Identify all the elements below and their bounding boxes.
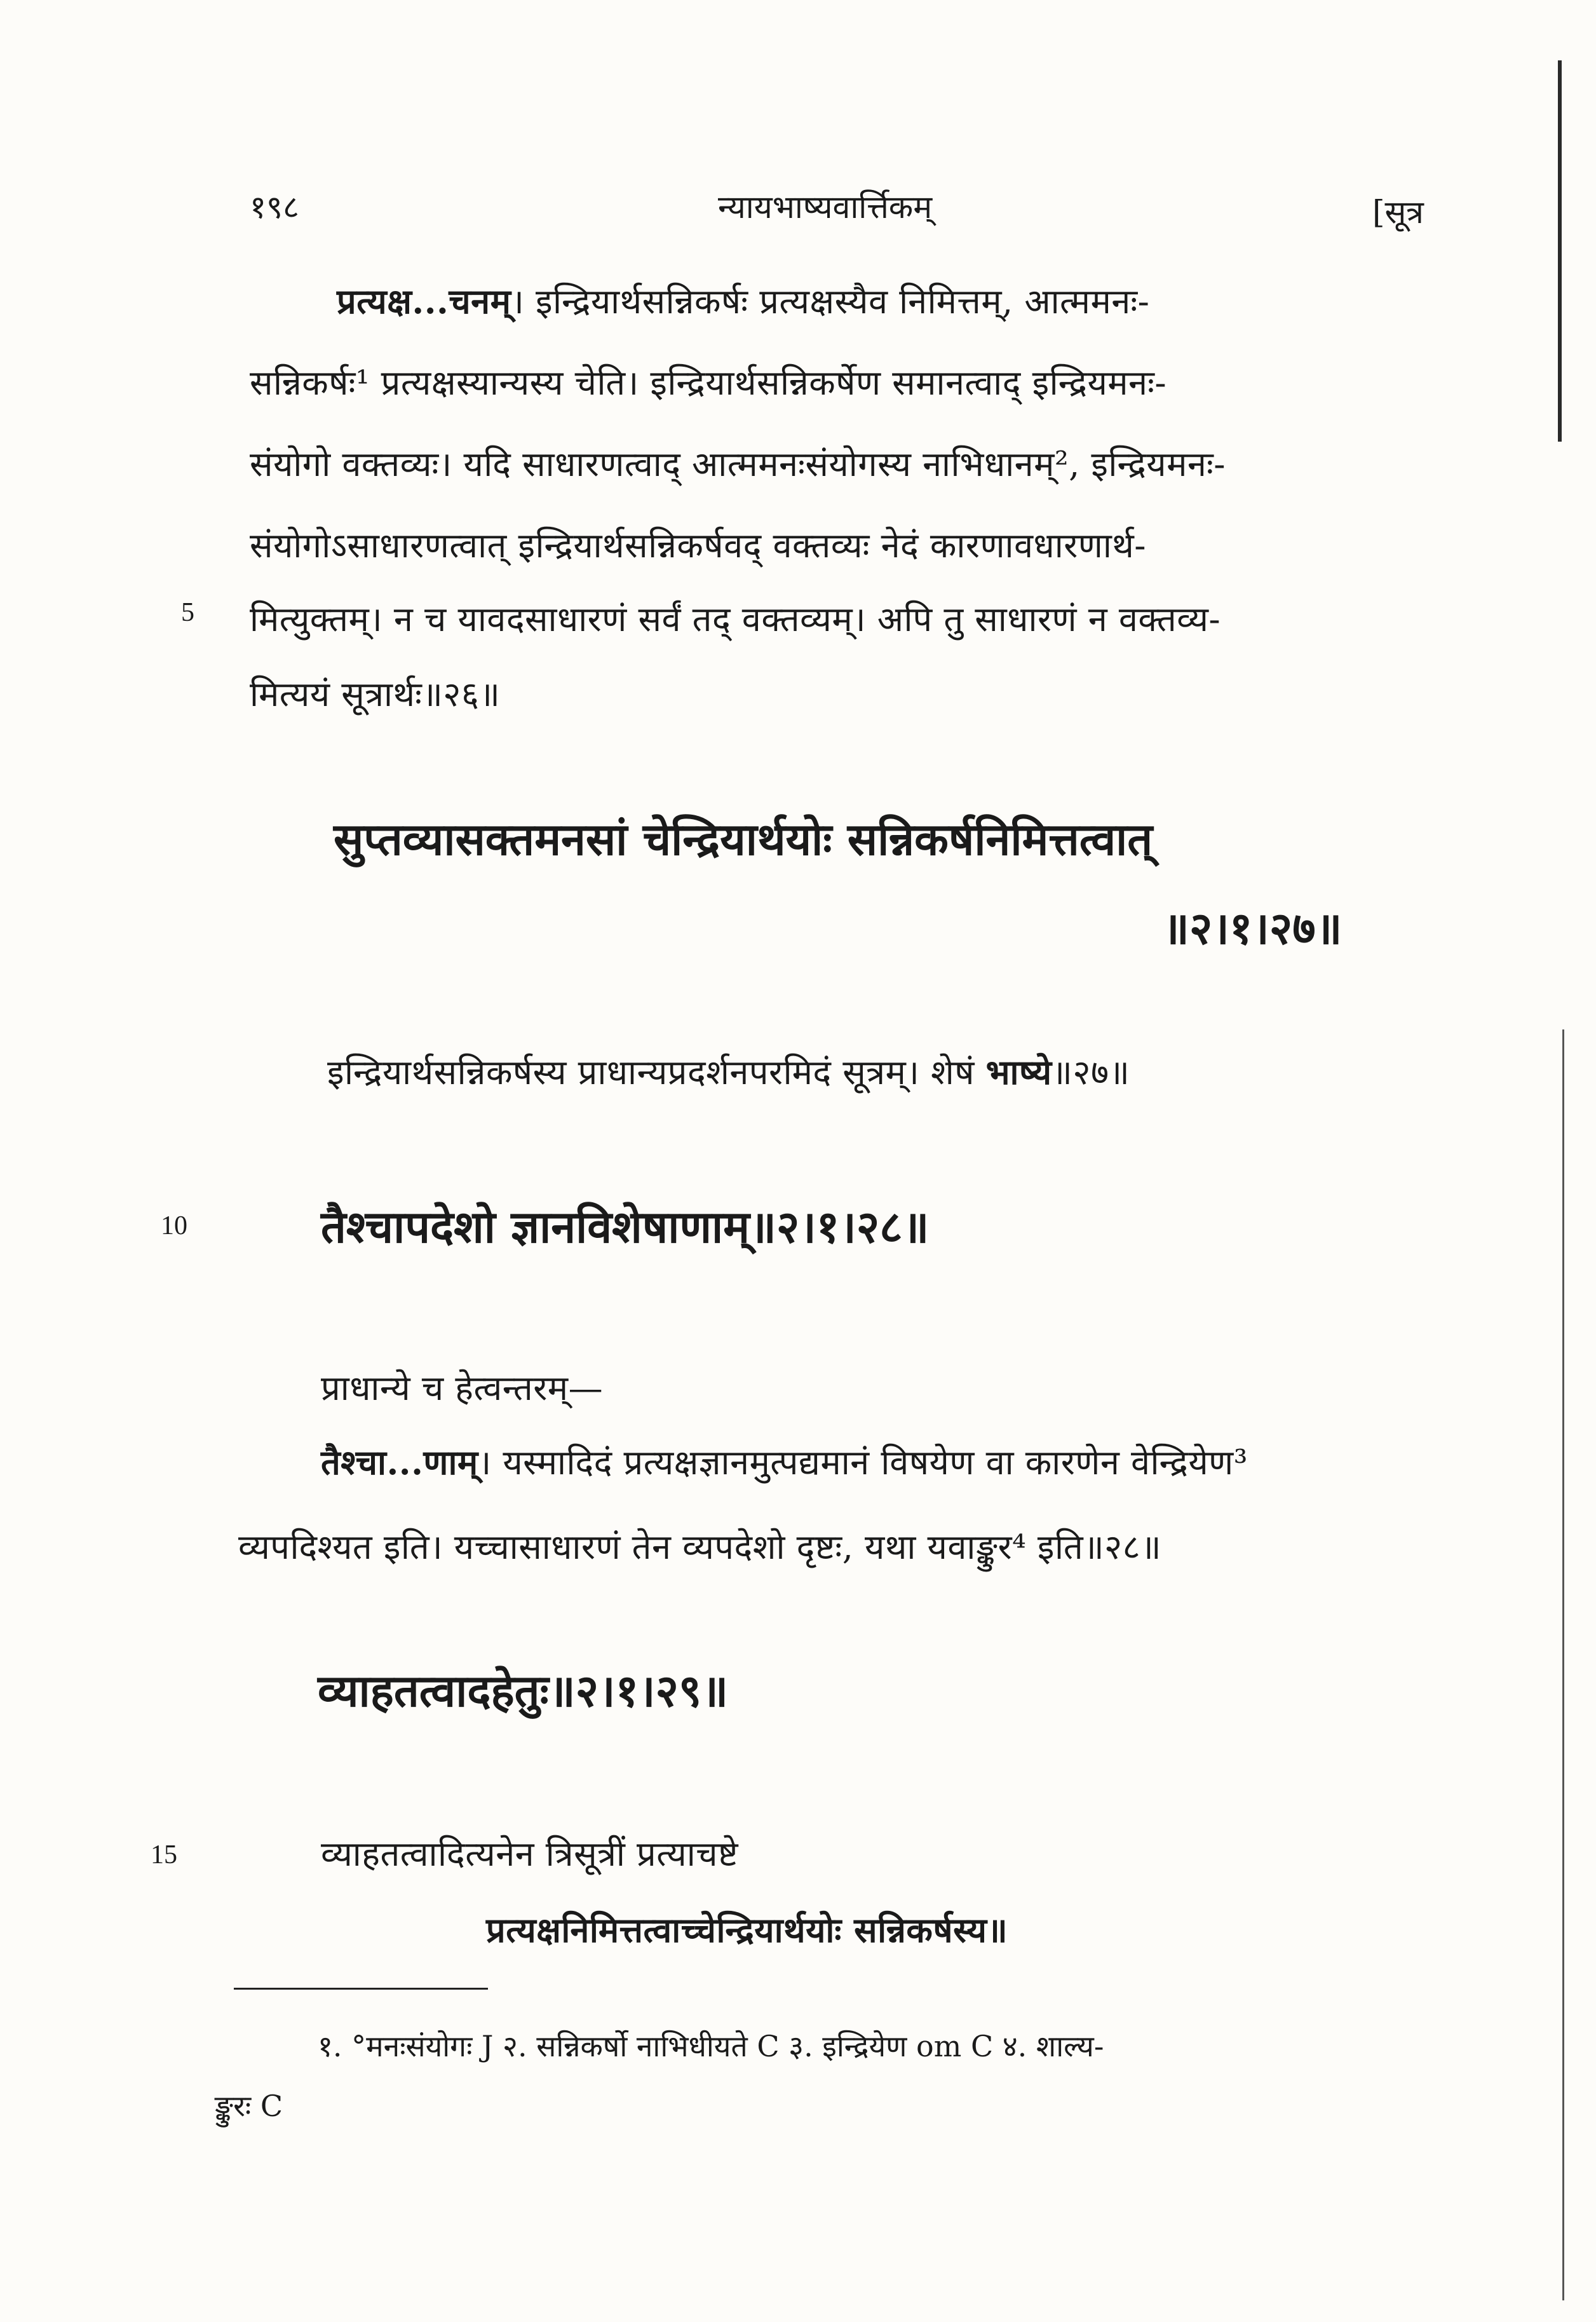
footnotes-line-2: ङ्कुरः C [215,2089,283,2123]
running-title: न्यायभाष्यवार्त्तिकम् [718,189,933,226]
page-edge-line-lower [1562,1029,1564,2300]
section-label: [सूत्र [1372,194,1424,231]
footnote-rule [234,1988,488,1990]
para4-line-1: व्याहतत्वादित्यनेन त्रिसूत्रीं प्रत्याचष्टे [321,1834,739,1874]
lemma-2: तैश्चा...णाम् [321,1442,478,1483]
sutra-27-text: सुप्तव्यासक्तमनसां चेन्द्रियार्थयोः सन्निकर्षनिमित्तत्वात् [334,813,1153,866]
para3-line-1: प्राधान्ये च हेत्वन्तरम्— [321,1368,604,1408]
para4-line-2: प्रत्यक्षनिमित्तत्वाच्चेन्द्रियार्थयोः सन्निकर्षस्य॥ [486,1910,1008,1950]
para1-line-1: प्रत्यक्ष...चनम्। इन्द्रियार्थसन्निकर्षः प्रत्यक्षस्यैव निमित्तम्, आत्ममनः- [337,281,1150,322]
line-number-15: 15 [151,1840,177,1870]
sutra-28: तैश्चापदेशो ज्ञानविशेषाणाम्॥२।१।२८॥ [321,1200,930,1253]
page-number: १९८ [250,189,299,226]
para1-line-3: संयोगो वक्तव्यः। यदि साधारणत्वाद् आत्ममनःसंयोगस्य नाभिधानम्², इन्द्रियमनः- [250,444,1226,484]
para1-line-5: मित्युक्तम्। न च यावदसाधारणं सर्वं तद् वक्तव्यम्। अपि तु साधारणं न वक्तव्य- [250,599,1221,639]
para3-line-2: तैश्चा...णाम्। यस्मादिदं प्रत्यक्षज्ञानमुत्पद्यमानं विषयेण वा कारणेन वेन्द्रियेण³ [321,1442,1248,1483]
line-number-5: 5 [181,598,194,627]
sutra-27-number: ॥२।१।२७॥ [1163,902,1342,954]
para3-line-3: व्यपदिश्यत इति। यच्चासाधारणं तेन व्यपदेशो दृष्टः, यथा यवाङ्कुर⁴ इति॥२८॥ [238,1527,1162,1567]
para1-line-4: संयोगोऽसाधारणत्वात् इन्द्रियार्थसन्निकर्षवद् वक्तव्यः नेदं कारणावधारणार्थ- [250,526,1147,566]
bhashye: भाष्ये [985,1052,1052,1092]
para2: इन्द्रियार्थसन्निकर्षस्य प्राधान्यप्रदर्शनपरमिदं सूत्रम्। शेषं भाष्ये॥२७॥ [327,1052,1130,1092]
page-edge-line [1558,60,1562,442]
para1-line-6: मित्ययं सूत्रार्थः॥२६॥ [250,674,501,714]
lemma: प्रत्यक्ष...चनम् [337,281,511,322]
footnotes-line-1: १. °मनःसंयोगः J २. सन्निकर्षो नाभिधीयते C ३. इन्द्रियेण om C ४. शाल्य- [318,2029,1104,2063]
para1-line-2: सन्निकर्षः¹ प्रत्यक्षस्यान्यस्य चेति। इन्द्रियार्थसन्निकर्षेण समानत्वाद् इन्द्रियमनः- [250,363,1167,403]
sutra-29: व्याहतत्वादहेतुः॥२।१।२९॥ [318,1664,729,1717]
line-number-10: 10 [161,1211,187,1240]
